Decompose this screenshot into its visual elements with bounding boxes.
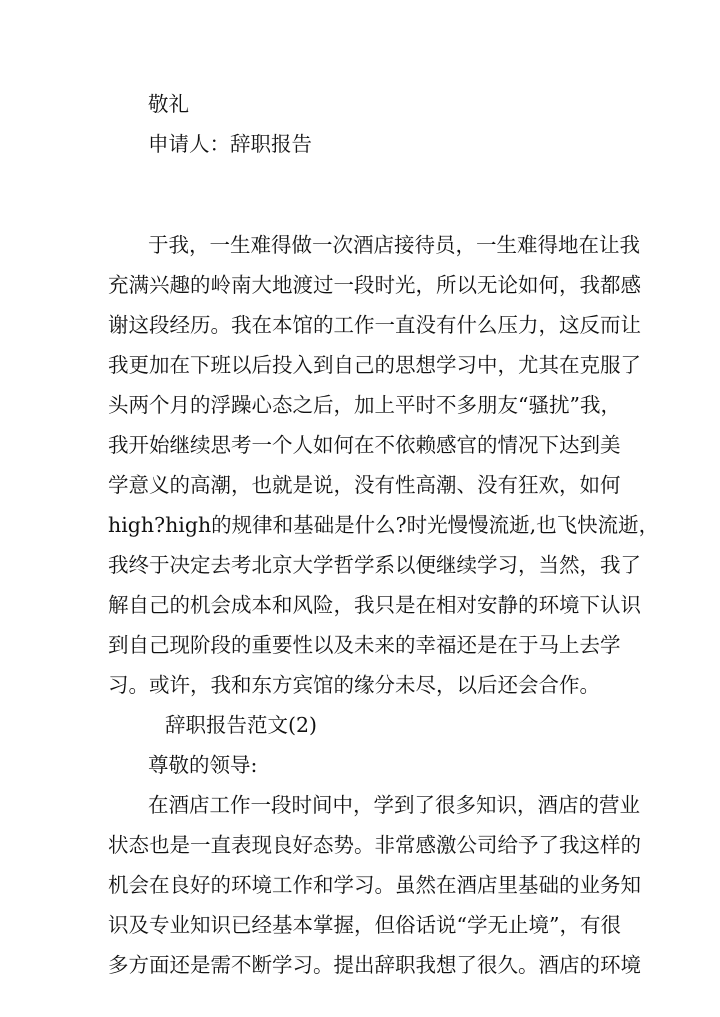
paragraph-line: 我开始继续思考一个人如何在不依赖感官的情况下达到美 bbox=[108, 433, 621, 457]
paragraph-line: 习。或许，我和东方宾馆的缘分未尽，以后还会合作。 bbox=[108, 673, 600, 697]
paragraph-line: 状态也是一直表现良好态势。非常感激公司给予了我这样的 bbox=[108, 833, 641, 857]
paragraph-line: 在酒店工作一段时间中，学到了很多知识，酒店的营业 bbox=[148, 793, 640, 817]
section-title: 辞职报告范文(2) bbox=[165, 713, 318, 737]
paragraph-line: 学意义的高潮，也就是说，没有性高潮、没有狂欢，如何 bbox=[108, 473, 621, 497]
paragraph-line: 解自己的机会成本和风险，我只是在相对安静的环境下认识 bbox=[108, 593, 641, 617]
paragraph-line: 谢这段经历。我在本馆的工作一直没有什么压力，这反而让 bbox=[108, 313, 641, 337]
paragraph-line: 充满兴趣的岭南大地渡过一段时光，所以无论如何，我都感 bbox=[108, 273, 641, 297]
paragraph-line: 多方面还是需不断学习。提出辞职我想了很久。酒店的环境 bbox=[108, 953, 641, 977]
paragraph-line: 识及专业知识已经基本掌握，但俗话说“学无止境”，有很 bbox=[108, 913, 621, 937]
paragraph-line: 到自己现阶段的重要性以及未来的幸福还是在于马上去学 bbox=[108, 633, 621, 657]
salutation: 尊敬的领导: bbox=[148, 753, 258, 777]
paragraph-line: 我终于决定去考北京大学哲学系以便继续学习，当然，我了 bbox=[108, 553, 641, 577]
applicant-line: 申请人：辞职报告 bbox=[148, 132, 312, 156]
paragraph-line: high?high的规律和基础是什么?时光慢慢流逝,也飞快流逝， bbox=[108, 513, 660, 537]
paragraph-line: 我更加在下班以后投入到自己的思想学习中，尤其在克服了 bbox=[108, 353, 641, 377]
paragraph-line: 机会在良好的环境工作和学习。虽然在酒店里基础的业务知 bbox=[108, 873, 641, 897]
closing-text: 敬礼 bbox=[148, 92, 189, 116]
paragraph-line: 于我，一生难得做一次酒店接待员，一生难得地在让我 bbox=[148, 233, 640, 257]
paragraph-line: 头两个月的浮躁心态之后，加上平时不多朋友“骚扰”我， bbox=[108, 393, 621, 417]
